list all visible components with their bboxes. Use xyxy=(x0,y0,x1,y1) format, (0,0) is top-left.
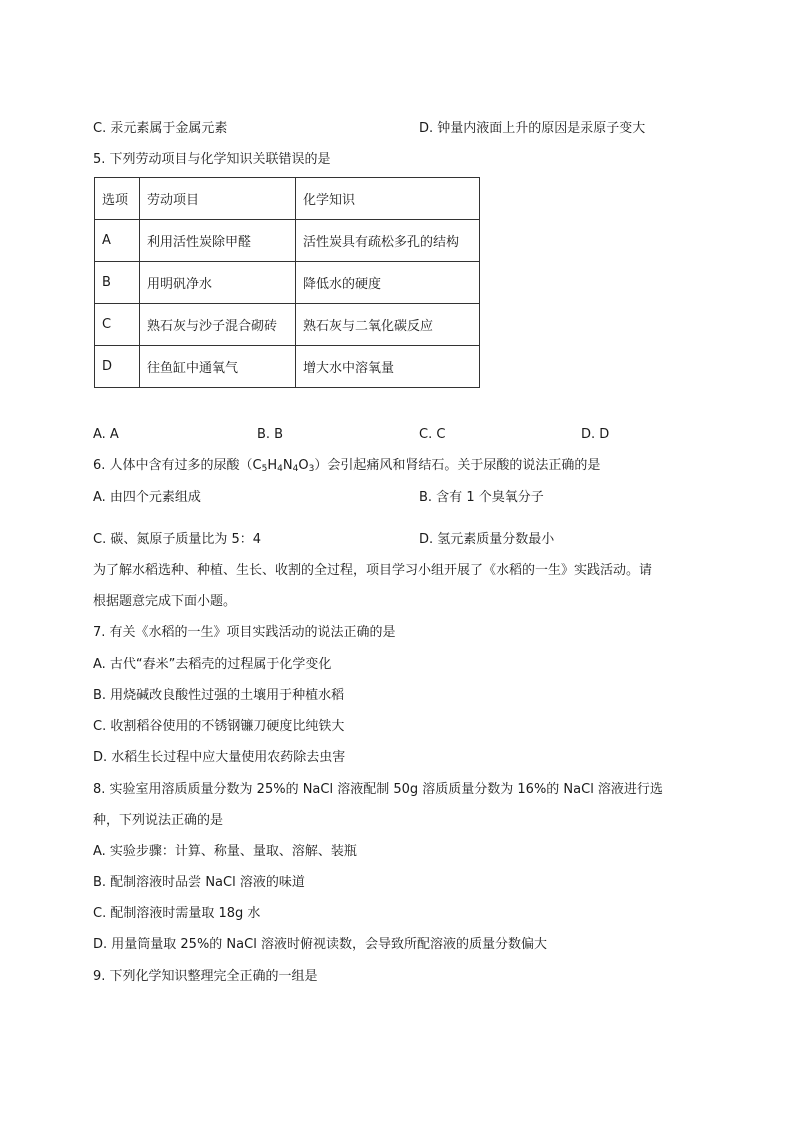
q9-stem: 9. 下列化学知识整理完全正确的一组是 xyxy=(93,969,318,984)
formula-subscript: 5 xyxy=(261,464,268,474)
q6-option-b: B. 含有 1 个臭氧分子 xyxy=(419,490,544,505)
q6-option-c: C. 碳、氮原子质量比为 5：4 xyxy=(93,532,262,547)
q8-option-b: B. 配制溶液时品尝 NaCl 溶液的味道 xyxy=(93,875,305,890)
header-chem-knowledge: 化学知识 xyxy=(296,178,480,220)
q5-option-c: C. C xyxy=(419,427,446,442)
table-cell: B xyxy=(95,262,140,304)
q6-stem xyxy=(93,457,600,475)
table-cell: D xyxy=(95,346,140,388)
q7-option-d: D. 水稻生长过程中应大量使用农药除去虫害 xyxy=(93,750,346,765)
table-cell: 活性炭具有疏松多孔的结构 xyxy=(296,220,480,262)
uric-acid-formula xyxy=(253,458,315,473)
table-cell: 利用活性炭除甲醛 xyxy=(140,220,296,262)
table-row xyxy=(95,304,480,346)
formula-element: H xyxy=(267,458,278,473)
table-header-row xyxy=(95,178,480,220)
q8-option-a: A. 实验步骤：计算、称量、量取、溶解、装瓶 xyxy=(93,844,357,859)
table-cell: 降低水的硬度 xyxy=(296,262,480,304)
q8-option-d: D. 用量筒量取 25%的 NaCl 溶液时俯视读数，会导致所配溶液的质量分数偏大 xyxy=(93,937,547,952)
table-cell: 熟石灰与二氧化碳反应 xyxy=(296,304,480,346)
q8-option-c: C. 配制溶液时需量取 18g 水 xyxy=(93,906,261,921)
q7-stem: 7. 有关《水稻的一生》项目实践活动的说法正确的是 xyxy=(93,625,396,640)
table-cell: C xyxy=(95,304,140,346)
q5-option-d: D. D xyxy=(581,427,610,442)
q7-option-b: B. 用烧碱改良酸性过强的土壤用于种植水稻 xyxy=(93,688,345,703)
table-cell: A xyxy=(95,220,140,262)
q6-option-a: A. 由四个元素组成 xyxy=(93,490,201,505)
q4-option-c: C. 汞元素属于金属元素 xyxy=(93,121,228,136)
intro-line-1: 为了解水稻选种、种植、生长、收割的全过程，项目学习小组开展了《水稻的一生》实践活动。请 xyxy=(93,563,653,578)
q6-stem-before: 6. 人体中含有过多的尿酸（ xyxy=(93,458,253,473)
formula-subscript: 3 xyxy=(308,464,315,474)
q8-stem-line-2: 种，下列说法正确的是 xyxy=(93,813,224,828)
q6-option-d: D. 氢元素质量分数最小 xyxy=(419,532,555,547)
q7-option-a: A. 古代“舂米”去稻壳的过程属于化学变化 xyxy=(93,657,332,672)
formula-element: C xyxy=(252,458,262,473)
q6-stem-after: ）会引起痛风和肾结石。关于尿酸的说法正确的是 xyxy=(314,458,601,473)
formula-element: N xyxy=(282,458,293,473)
q4-option-d: D. 钟量内液面上升的原因是汞原子变大 xyxy=(419,121,646,136)
table-cell: 往鱼缸中通氧气 xyxy=(140,346,296,388)
intro-line-2: 根据题意完成下面小题。 xyxy=(93,594,237,609)
header-labor-item: 劳动项目 xyxy=(140,178,296,220)
q5-option-a: A. A xyxy=(93,427,119,442)
q5-option-b: B. B xyxy=(257,427,284,442)
q5-table xyxy=(94,177,480,388)
q8-stem-line-1: 8. 实验室用溶质质量分数为 25%的 NaCl 溶液配制 50g 溶质质量分数为 16%的 NaCl 溶液进行选 xyxy=(93,782,663,797)
table-row xyxy=(95,346,480,388)
header-option: 选项 xyxy=(95,178,140,220)
formula-element: O xyxy=(298,458,309,473)
table-cell: 增大水中溶氧量 xyxy=(296,346,480,388)
formula-subscript: 4 xyxy=(277,464,283,474)
table-row xyxy=(95,220,480,262)
table-cell: 熟石灰与沙子混合砌砖 xyxy=(140,304,296,346)
q5-stem: 5. 下列劳动项目与化学知识关联错误的是 xyxy=(93,152,331,167)
q7-option-c: C. 收割稻谷使用的不锈钢镰刀硬度比纯铁大 xyxy=(93,719,345,734)
formula-subscript: 4 xyxy=(292,464,299,474)
table-row xyxy=(95,262,480,304)
table-cell: 用明矾净水 xyxy=(140,262,296,304)
